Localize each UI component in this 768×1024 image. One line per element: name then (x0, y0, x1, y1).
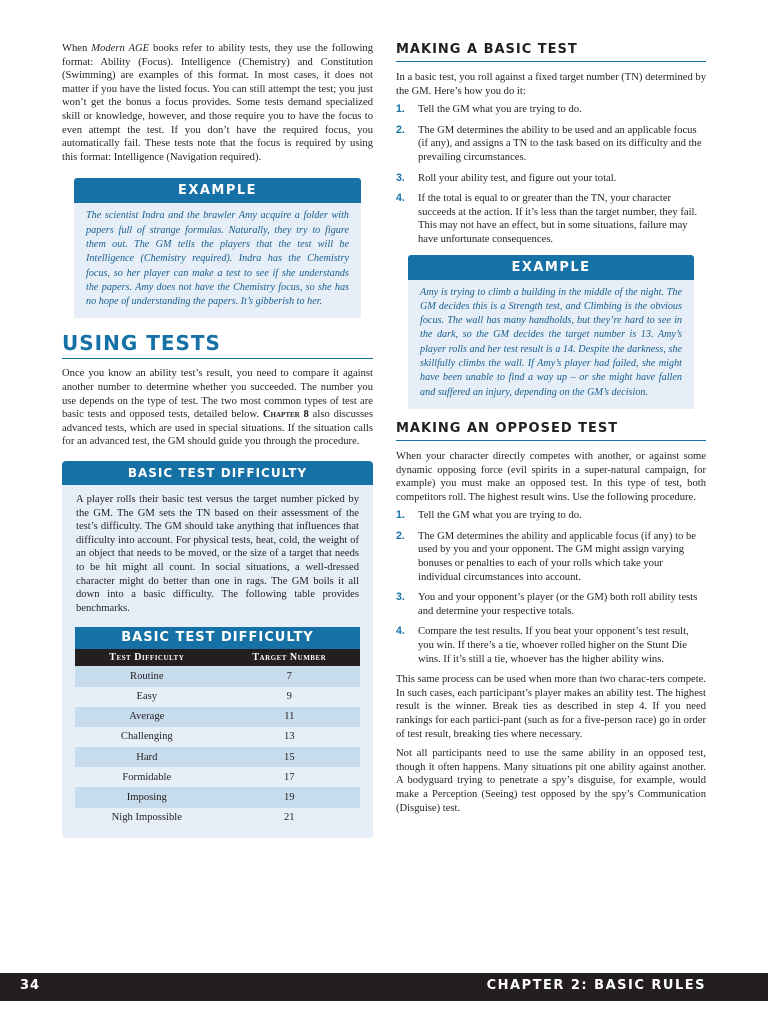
opposed-test-intro: When your character directly competes with another, or against some dynamic opposing force (evil spirits in a super-natural campaign, for example) you must make an opposed test. In this type of test, both competitors roll. The highest result wins. Use the following procedure. (396, 450, 706, 503)
using-tests-heading: USING TESTS (62, 331, 373, 359)
page-footer (0, 973, 768, 1001)
tn-cell: 11 (219, 707, 360, 727)
using-tests-paragraph: Once you know an ability test’s result, you need to compare it against another number to determine whether you succeeded. The number you use depends on the type of test. The two most common types of test are basic tests and opposed tests, detailed below. Chapter 8 also discusses advanced tests, which are used in special situations. If the situation calls for an advanced test, the GM should guide you through the procedure. (62, 368, 374, 448)
making-opposed-test-heading: MAKING AN OPPOSED TEST (396, 421, 706, 441)
difficulty-table-title: BASIC TEST DIFFICULTY (75, 627, 360, 649)
col-target-number: Target Number (219, 649, 360, 666)
participants-paragraph: Not all participants need to use the same ability in an opposed test, though it often happens. Many situations pit one ability against another. A bodyguard trying to penetrate a spy’s disguise, for example, would make a Perception (Seeing) test opposed by the spy’s Communication (Disguise) test. (396, 748, 706, 814)
tn-cell: 17 (219, 767, 360, 787)
step-text: Tell the GM what you are trying to do. (418, 104, 582, 116)
step-number: 2. (396, 123, 405, 136)
difficulty-cell: Easy (75, 687, 219, 707)
difficulty-cell: Average (75, 707, 219, 727)
list-item (396, 172, 706, 186)
tn-cell: 21 (219, 808, 360, 828)
difficulty-cell: Hard (75, 747, 219, 767)
difficulty-cell: Imposing (75, 787, 219, 807)
table-header-row (75, 649, 360, 666)
tn-cell: 19 (219, 787, 360, 807)
step-text: If the total is equal to or greater than the TN, your character succeeds at the action. If it’s less than the target number, they fail. This may not have an effect, but in some situations, failure may have unfortunate consequences. (418, 193, 698, 245)
left-column (62, 42, 373, 838)
chapter-reference: Chapter 8 (262, 409, 309, 421)
list-item (396, 530, 706, 584)
col-test-difficulty: Test Difficulty (75, 649, 219, 666)
table-row (75, 666, 360, 686)
example-title: EXAMPLE (74, 178, 361, 203)
example-box-2 (408, 255, 694, 409)
table-row (75, 787, 360, 807)
step-text: The GM determines the ability to be used and an applicable focus (if any), and assigns a TN to the task based on its difficulty and the prevailing circumstances. (418, 124, 702, 163)
step-text: Roll your ability test, and figure out your total. (418, 172, 617, 184)
difficulty-table-wrap (62, 619, 373, 838)
step-text: Compare the test results. If you beat your opponent’s test result, you win. If there’s a tie, whoever rolled higher on the Stunt Die wins. If it’s still a tie, whoever has the higher ability wins. (418, 626, 689, 665)
list-item (396, 103, 706, 117)
basic-test-difficulty-sidebar (62, 461, 373, 838)
step-text: Tell the GM what you are trying to do. (418, 510, 582, 522)
tn-cell: 9 (219, 687, 360, 707)
opposed-test-steps (396, 509, 706, 666)
step-number: 4. (396, 625, 405, 638)
step-number: 4. (396, 192, 405, 205)
sidebar-title: BASIC TEST DIFFICULTY (62, 461, 373, 485)
example-text: The scientist Indra and the brawler Amy acquire a folder with papers full of strange formulas. Naturally, they try to figure them out. The GM tells the players that the test will be Intelligence (Chemistry required). Indra has the Chemistry focus, so her player can make a test to see if she understands the papers. Amy does not have the Chemistry focus, so she has no hope of understanding the papers. It’s gibberish to her. (74, 203, 361, 318)
tn-cell: 15 (219, 747, 360, 767)
difficulty-table (75, 649, 360, 828)
difficulty-cell: Formidable (75, 767, 219, 787)
list-item (396, 509, 706, 523)
step-number: 1. (396, 103, 405, 116)
example-text: Amy is trying to climb a building in the middle of the night. The GM decides this is a Strength test, and Climbing is the obvious focus. The wall has many handholds, but they’re hard to see in the dark, so the GM decides the target number is 13. Amy’s player rolls and her test result is a 14. Despite the darkness, she skillfully climbs the wall. If Amy’s player had failed, she might have been unable to find a way up – or she might have fallen and suffered an injury, depending on the GM’s decision. (408, 280, 694, 409)
list-item (396, 591, 706, 618)
list-item (396, 124, 706, 165)
list-item (396, 625, 706, 666)
step-text: You and your opponent’s player (or the GM) both roll ability tests and determine your respective totals. (418, 592, 698, 617)
step-number: 1. (396, 509, 405, 522)
basic-test-steps (396, 103, 706, 246)
basic-test-intro: In a basic test, you roll against a fixed target number (TN) determined by the GM. Here’s how you do it: (396, 72, 706, 97)
step-number: 3. (396, 591, 405, 604)
table-row (75, 727, 360, 747)
example-title: EXAMPLE (408, 255, 694, 280)
same-process-paragraph: This same process can be used when more than two charac-ters compete. In such cases, each participant’s player makes an ability test. The highest result is the winner. Break ties as described in step 4. If you need rankings for each partici-pant (such as for a five-person race) go in order of test result, breaking ties where necessary. (396, 674, 706, 740)
step-number: 3. (396, 171, 405, 184)
chapter-title: CHAPTER 2: BASIC RULES (486, 978, 706, 993)
tn-cell: 7 (219, 666, 360, 686)
example-box-1 (74, 178, 361, 318)
difficulty-cell: Challenging (75, 727, 219, 747)
table-row (75, 747, 360, 767)
table-row (75, 808, 360, 828)
difficulty-cell: Nigh Impossible (75, 808, 219, 828)
making-basic-test-heading: MAKING A BASIC TEST (396, 42, 706, 62)
step-number: 2. (396, 529, 405, 542)
page-number: 34 (20, 978, 41, 993)
step-text: The GM determines the ability and applicable focus (if any) to be used by you and your opponent. The GM might assign varying bonuses or penalties to each of your rolls which take your individual circumstances into account. (418, 530, 696, 583)
tn-cell: 13 (219, 727, 360, 747)
sidebar-text: A player rolls their basic test versus the target number picked by the GM. The GM sets the TN based on their assessment of the test’s difficulty. The GM should take anything that influences that difficulty into account. For physical tests, heat, cold, the weight of an object that needs to be moved, or the size of a target that needs to be hit might all count. In social situations, a well-dressed character might do better than one in rags. The GM boils it all down into a basic difficulty. The following table provides benchmarks. (76, 493, 359, 614)
table-row (75, 767, 360, 787)
difficulty-cell: Routine (75, 666, 219, 686)
intro-paragraph: When Modern AGE books refer to ability tests, they use the following format: Ability (Focus). Intelligence (Chemistry) and Constitution (Swimming) are examples of this format. In most cases, it does not matter if you have the listed focus. You can still attempt the test; you just won’t get the bonus a focus provides. Some tests demand specialized skill or knowledge, however, and those require you to have the focus to even attempt the test. If you don’t have the required focus, you automatically fail. These tests note that the focus is required by using this format: Intelligence (Navigation required). (62, 43, 373, 163)
table-row (75, 707, 360, 727)
table-row (75, 687, 360, 707)
right-column (396, 42, 706, 821)
list-item (396, 192, 706, 246)
